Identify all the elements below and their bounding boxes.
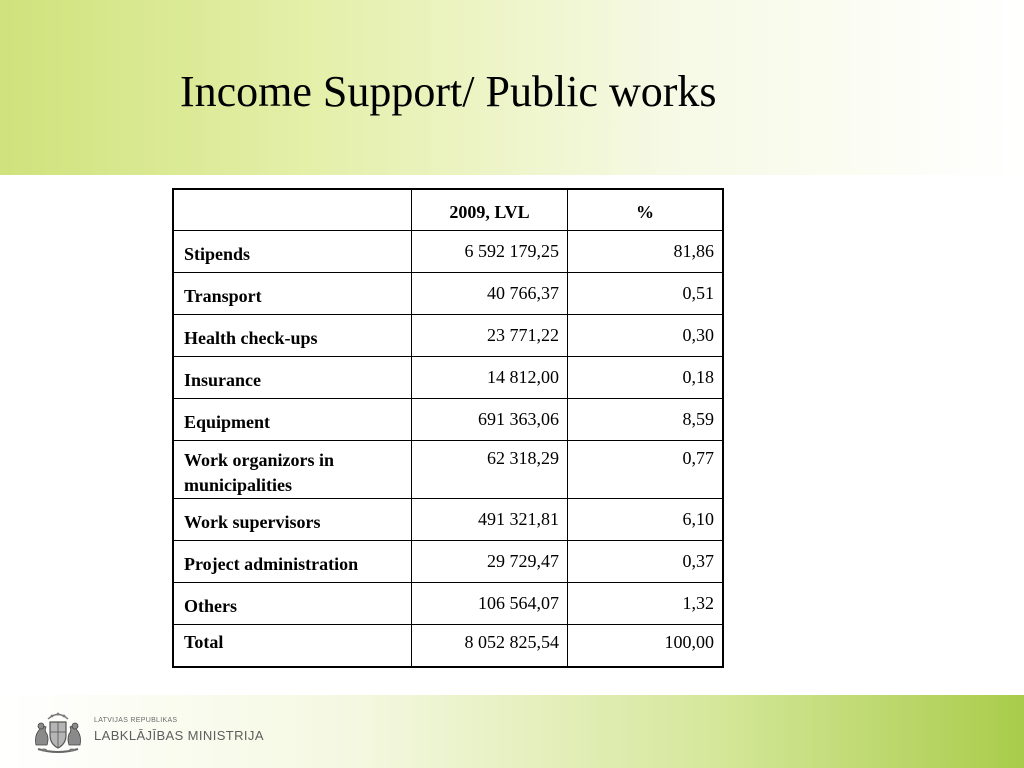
row-amount: 14 812,00 [412, 357, 568, 399]
header-cell-percent: % [568, 189, 724, 231]
row-amount: 29 729,47 [412, 541, 568, 583]
table-row [173, 273, 723, 315]
row-percent: 0,18 [568, 357, 724, 399]
row-amount: 40 766,37 [412, 273, 568, 315]
total-label: Total [173, 625, 412, 668]
row-label: Insurance [173, 357, 412, 399]
slide-title: Income Support/ Public works [180, 67, 717, 116]
row-percent: 81,86 [568, 231, 724, 273]
table-row [173, 399, 723, 441]
table-row [173, 315, 723, 357]
row-label: Others [173, 583, 412, 625]
table-row [173, 441, 723, 499]
table-total-row [173, 625, 723, 668]
row-percent: 8,59 [568, 399, 724, 441]
header-cell-empty [173, 189, 412, 231]
header-cell-amount: 2009, LVL [412, 189, 568, 231]
row-amount: 691 363,06 [412, 399, 568, 441]
table-row [173, 357, 723, 399]
row-amount: 106 564,07 [412, 583, 568, 625]
data-table [172, 188, 724, 668]
coat-of-arms-icon [30, 711, 86, 755]
row-amount: 491 321,81 [412, 499, 568, 541]
total-percent: 100,00 [568, 625, 724, 668]
table-row [173, 499, 723, 541]
row-percent: 0,51 [568, 273, 724, 315]
logo-text-republic: LATVIJAS REPUBLIKAS [94, 717, 178, 724]
row-percent: 0,77 [568, 441, 724, 499]
table-header-row [173, 189, 723, 231]
ministry-logo [30, 711, 270, 755]
row-label: Work organizors in municipalities [173, 441, 412, 499]
table-row [173, 541, 723, 583]
row-label: Stipends [173, 231, 412, 273]
table-row [173, 231, 723, 273]
row-amount: 62 318,29 [412, 441, 568, 499]
row-label: Project administration [173, 541, 412, 583]
row-percent: 6,10 [568, 499, 724, 541]
row-amount: 6 592 179,25 [412, 231, 568, 273]
row-label: Transport [173, 273, 412, 315]
logo-text-ministry: LABKLĀJĪBAS MINISTRIJA [94, 728, 264, 743]
row-percent: 0,30 [568, 315, 724, 357]
total-amount: 8 052 825,54 [412, 625, 568, 668]
row-label: Equipment [173, 399, 412, 441]
row-percent: 1,32 [568, 583, 724, 625]
row-label: Health check-ups [173, 315, 412, 357]
row-amount: 23 771,22 [412, 315, 568, 357]
table-row [173, 583, 723, 625]
row-percent: 0,37 [568, 541, 724, 583]
row-label: Work supervisors [173, 499, 412, 541]
